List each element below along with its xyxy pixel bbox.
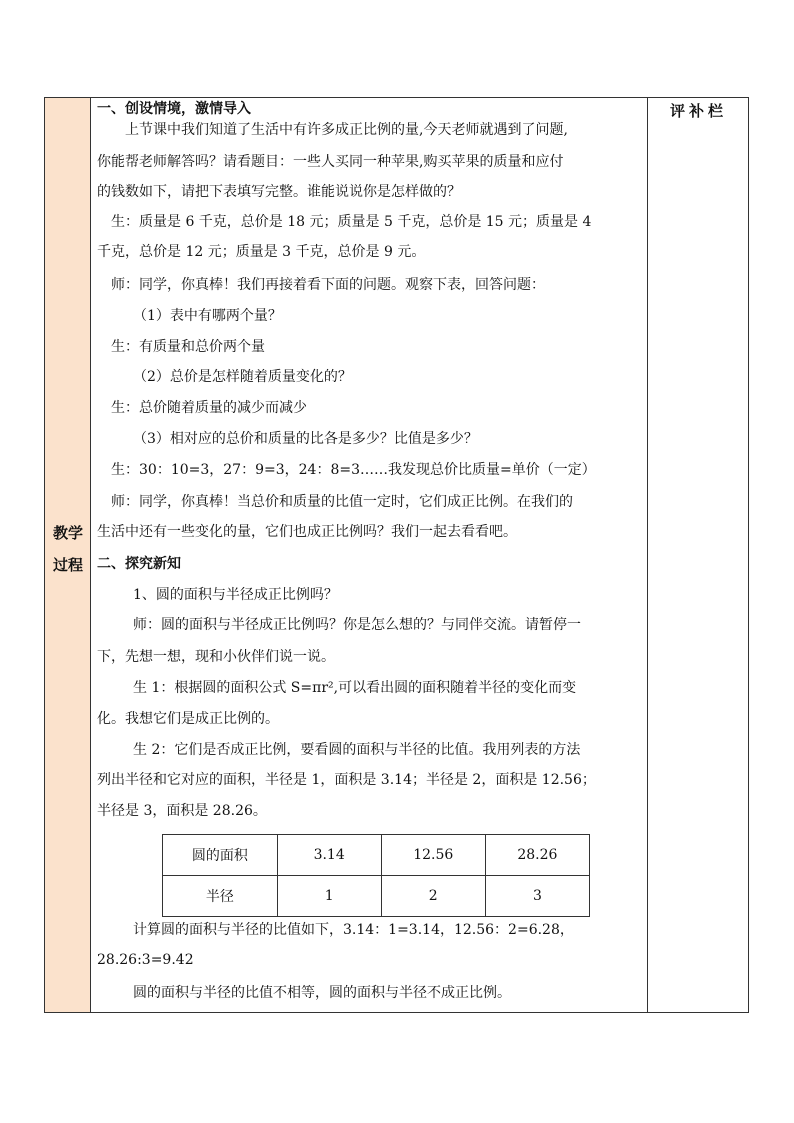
answer-line: 生：总价随着质量的减少而减少 bbox=[111, 400, 307, 416]
sidebar-label-bottom: 过程 bbox=[52, 556, 83, 574]
table-cell: 3 bbox=[485, 876, 589, 917]
paragraph-line: 28.26:3=9.42 bbox=[97, 952, 194, 968]
table-row bbox=[163, 876, 590, 917]
paragraph-line: 生活中还有一些变化的量，它们也成正比例吗？我们一起去看看吧。 bbox=[97, 524, 517, 540]
paragraph-line: 化。我想它们是成正比例的。 bbox=[97, 711, 279, 727]
table-row-label: 圆的面积 bbox=[163, 835, 278, 876]
paragraph-line: 计算圆的面积与半径的比值如下，3.14：1=3.14，12.56：2=6.28， bbox=[133, 922, 574, 938]
paragraph-line: 的钱数如下，请把下表填写完整。谁能说说你是怎样做的？ bbox=[97, 184, 461, 200]
paragraph-line: 下，先想一想，现和小伙伴们说一说。 bbox=[97, 649, 335, 665]
table-cell: 3.14 bbox=[277, 835, 381, 876]
lesson-table bbox=[44, 97, 749, 1013]
question-line: （3）相对应的总价和质量的比各是多少？比值是多少？ bbox=[133, 431, 478, 447]
paragraph-line: 1、圆的面积与半径成正比例吗？ bbox=[133, 587, 338, 603]
paragraph-line: 生：质量是 6 千克，总价是 18 元；质量是 5 千克，总价是 15 元；质量是 4 bbox=[111, 214, 592, 230]
question-line: （2）总价是怎样随着质量变化的？ bbox=[133, 369, 352, 385]
paragraph-line: 生 1：根据圆的面积公式 S=πr²,可以看出圆的面积随着半径的变化而变 bbox=[133, 680, 577, 696]
sidebar-label-top: 教学 bbox=[52, 524, 83, 542]
paragraph-line: 师：同学，你真棒！当总价和质量的比值一定时，它们成正比例。在我们的 bbox=[111, 494, 573, 510]
answer-line: 生：有质量和总价两个量 bbox=[111, 339, 265, 355]
table-cell: 2 bbox=[381, 876, 485, 917]
paragraph-line: 上节课中我们知道了生活中有许多成正比例的量,今天老师就遇到了问题, bbox=[125, 122, 568, 138]
paragraph-line: 你能帮老师解答吗？请看题目：一些人买同一种苹果,购买苹果的质量和应付 bbox=[97, 154, 564, 170]
sidebar-column bbox=[45, 98, 91, 1012]
paragraph-line: 师：同学，你真棒！我们再接着看下面的问题。观察下表，回答问题： bbox=[111, 277, 545, 293]
table-row-label: 半径 bbox=[163, 876, 278, 917]
table-cell: 12.56 bbox=[381, 835, 485, 876]
paragraph-line: 师：圆的面积与半径成正比例吗？你是怎么想的？与同伴交流。请暂停一 bbox=[133, 617, 581, 633]
table-cell: 28.26 bbox=[485, 835, 589, 876]
table-cell: 1 bbox=[277, 876, 381, 917]
paragraph-line: 千克，总价是 12 元；质量是 3 千克，总价是 9 元。 bbox=[97, 244, 426, 260]
paragraph-line: 圆的面积与半径的比值不相等，圆的面积与半径不成正比例。 bbox=[133, 985, 511, 1001]
paragraph-line: 生 2：它们是否成正比例，要看圆的面积与半径的比值。我用列表的方法 bbox=[133, 742, 581, 758]
paragraph-line: 半径是 3，面积是 28.26。 bbox=[97, 803, 267, 819]
question-line: （1）表中有哪两个量？ bbox=[133, 308, 282, 324]
answer-line: 生：30：10=3，27：9=3，24：8=3……我发现总价比质量=单价（一定） bbox=[111, 462, 596, 478]
circle-data-table bbox=[162, 834, 590, 917]
review-column-title: 评补栏 bbox=[669, 102, 727, 120]
review-column bbox=[647, 98, 749, 1012]
paragraph-line: 列出半径和它对应的面积，半径是 1，面积是 3.14；半径是 2，面积是 12.56； bbox=[97, 772, 596, 788]
table-row bbox=[163, 835, 590, 876]
section2-title: 二、探究新知 bbox=[97, 556, 181, 572]
section1-title: 一、创设情境，激情导入 bbox=[97, 101, 251, 117]
